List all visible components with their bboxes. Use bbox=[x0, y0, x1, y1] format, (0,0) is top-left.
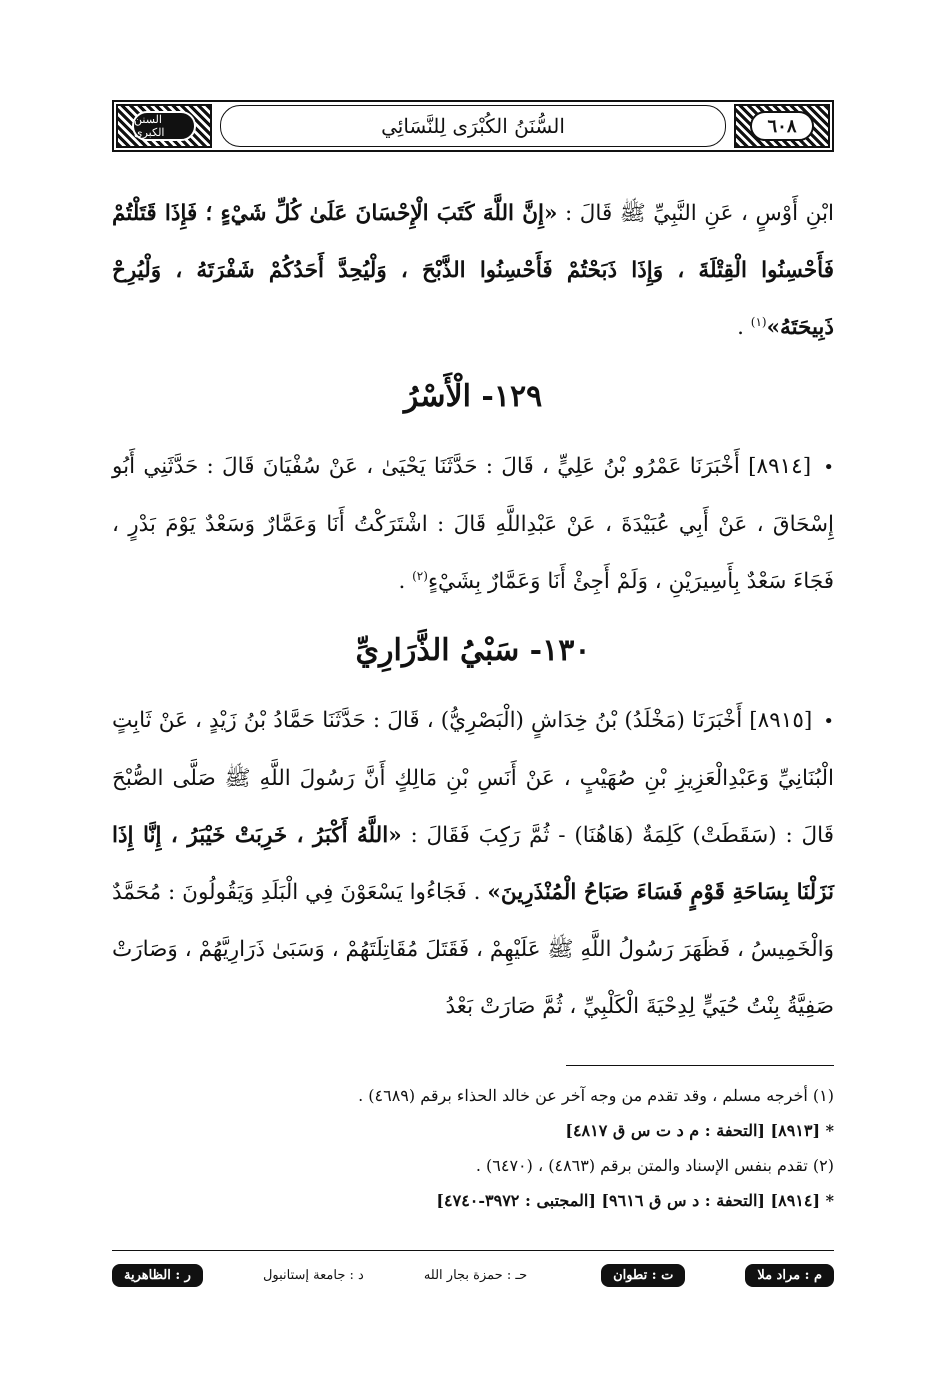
bullet-icon: • bbox=[823, 711, 834, 732]
intro-paragraph bbox=[112, 185, 834, 356]
chapter-heading-130: ١٣٠- سَبْيُ الذَّرَارِيِّ bbox=[355, 633, 591, 668]
chapter-heading-129: ١٢٩- الْأَسْرُ bbox=[403, 379, 543, 414]
manuscript-d: د : جامعة إستانبول bbox=[262, 1267, 364, 1283]
para-end: . bbox=[737, 315, 751, 340]
takhrij-8913: * [٨٩١٣] [التحفة : م د ت س ق ٤٨١٧] bbox=[565, 1121, 834, 1140]
footnote-2: (٢) تقدم بنفس الإسناد والمتن برقم (٤٨٦٣) ، (٦٤٧٠) . bbox=[475, 1156, 834, 1175]
hadith-paragraph-8914 bbox=[112, 438, 834, 610]
medallion-logo: السنن الكبرى bbox=[132, 111, 196, 141]
hadith-text: أَخْبَرَنَا (مَخْلَدُ) بْنُ خِدَاشٍ (الْبَصْرِيُّ) ، قَالَ : حَدَّثَنَا حَمَّادُ بْنُ زَيْدٍ ، عَنْ ثَابِتٍ الْبُنَانِيِّ وَعَبْدِالْعَزِيزِ بْنِ صُهَيْبٍ ، عَنْ أَنَسِ بْنِ مَالِكٍ أَنَّ رَسُولَ اللَّهِ ﷺ صَلَّى الصُّبْحَ قَالَ : (سَقَطَتْ) كَلِمَةٌ (هَاهُنَا) - ثُمَّ رَكِبَ فَقَالَ : bbox=[112, 708, 834, 848]
hadith-quote: «اللَّهُ أَكْبَرُ ، خَرِبَتْ خَيْبَرُ ، إِنَّا إِذَا نَزَلْنَا بِسَاحَةِ قَوْمٍ فَسَاءَ صَبَاحُ الْمُنْذَرِينَ» bbox=[112, 823, 835, 905]
main-text bbox=[112, 185, 834, 1035]
hadith-text-cont: . فَجَاءُوا يَسْعَوْنَ فِي الْبَلَدِ وَيَقُولُونَ : مُحَمَّدٌ وَالْخَمِيسُ ، فَظَهَرَ رَسُولُ اللَّهِ ﷺ عَلَيْهِمْ ، فَقَتَلَ مُقَاتِلَتَهُمْ ، وَسَبَىٰ ذَرَارِيَّهُمْ ، وَصَارَتْ صَفِيَّةُ بِنْتُ حُيَيٍّ لِدِحْيَةَ الْكَلْبِيِّ ، ثُمَّ صَارَتْ بَعْدُ bbox=[112, 880, 834, 1019]
book-title: السُّنَنُ الكُبْرَى لِلنَّسَائِي bbox=[220, 105, 726, 147]
bullet-icon: • bbox=[823, 457, 834, 478]
manuscript-h: حـ : حمزة بجار الله bbox=[423, 1267, 528, 1283]
footnotes bbox=[112, 1078, 834, 1218]
para-end: . bbox=[398, 569, 413, 594]
footnote-divider bbox=[566, 1065, 834, 1066]
footnote-ref: (٢) bbox=[412, 568, 428, 583]
header-ornament-right bbox=[734, 104, 830, 148]
hadith-quote: «إِنَّ اللَّهَ كَتَبَ الْإِحْسَانَ عَلَىٰ كُلِّ شَيْءٍ ؛ فَإِذَا قَتَلْتُمْ فَأَحْسِنُوا الْقِتْلَةَ ، وَإِذَا ذَبَحْتُمْ فَأَحْسِنُوا الذَّبْحَ ، وَلْيُحِدَّ أَحَدُكُمْ شَفْرَتَهُ ، وَلْيُرِحْ ذَبِيحَتَهُ» bbox=[112, 201, 834, 340]
bottom-divider bbox=[112, 1250, 834, 1251]
hadith-number: [٨٩١٤] bbox=[748, 454, 812, 479]
hadith-text: أَخْبَرَنَا عَمْرُو بْنُ عَلِيٍّ ، قَالَ : حَدَّثَنَا يَحْيَىٰ ، عَنْ سُفْيَانَ قَالَ : حَدَّثَنِي أَبُو إِسْحَاقَ ، عَنْ أَبِي عُبَيْدَةَ ، عَنْ عَبْدِاللَّهِ قَالَ : اشْتَرَكْتُ أَنَا وَعَمَّارٌ وَسَعْدٌ يَوْمَ بَدْرٍ ، فَجَاءَ سَعْدٌ بِأَسِيرَيْنِ ، وَلَمْ أَجِئْ أَنَا وَعَمَّارٌ بِشَيْءٍ bbox=[112, 454, 834, 594]
footnote-ref: (١) bbox=[750, 314, 767, 329]
manuscript-tag-t: ت : تطوان bbox=[601, 1264, 685, 1287]
manuscript-tag-m: م : مراد ملا bbox=[745, 1264, 834, 1287]
intro-text: ابْنِ أَوْسٍ ، عَنِ النَّبِيِّ ﷺ قَالَ : bbox=[557, 201, 834, 226]
manuscript-group-left bbox=[112, 1264, 527, 1287]
manuscript-tag-r: ر : الظاهرية bbox=[112, 1264, 203, 1287]
page-header bbox=[112, 100, 834, 152]
manuscript-group-right bbox=[601, 1264, 834, 1287]
hadith-paragraph-8915 bbox=[112, 692, 834, 1035]
takhrij-8914: * [٨٩١٤] [التحفة : د س ق ٩٦١٦] [المجتبى : ٣٩٧٢-٤٧٤٠] bbox=[436, 1191, 834, 1210]
page-number: ٦٠٨ bbox=[750, 111, 814, 141]
header-ornament-left bbox=[116, 104, 212, 148]
manuscript-legend bbox=[112, 1258, 834, 1292]
hadith-number: [٨٩١٥] bbox=[749, 708, 813, 733]
footnote-1: (١) أخرجه مسلم ، وقد تقدم من وجه آخر عن خالد الحذاء برقم (٤٦٨٩) . bbox=[358, 1086, 834, 1105]
